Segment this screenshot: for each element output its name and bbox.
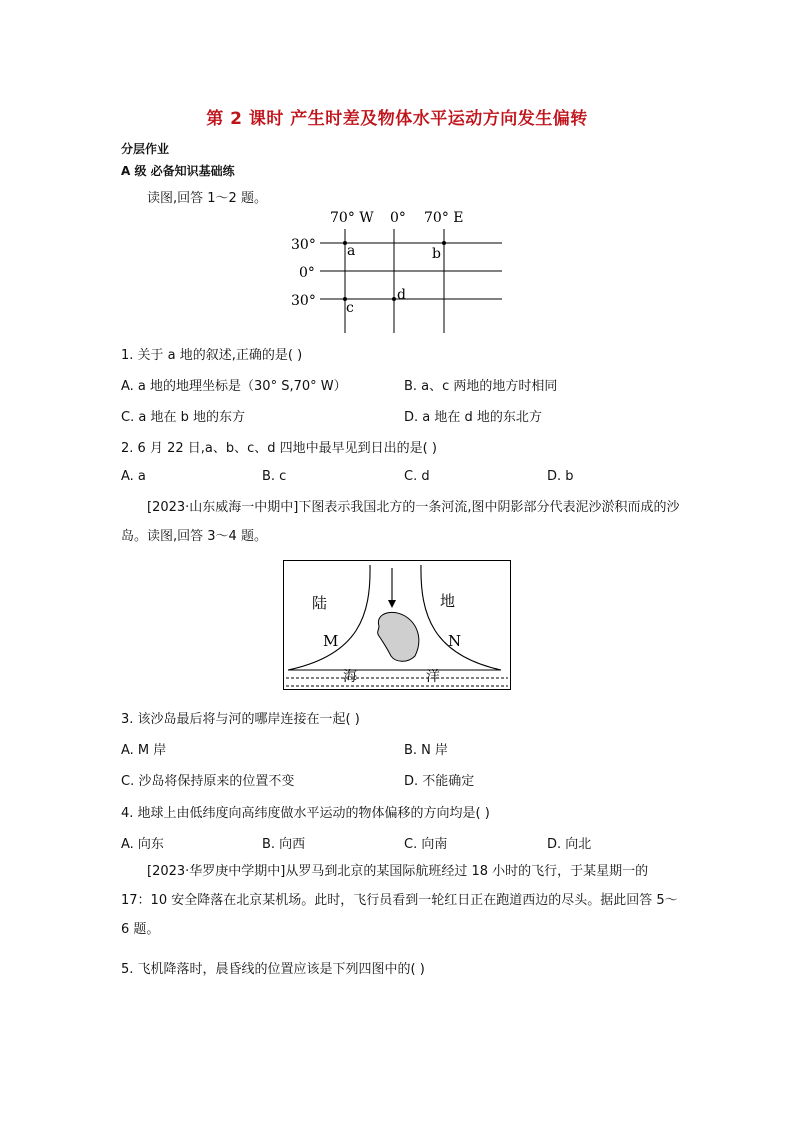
q5-stem: 5. 飞机降落时，晨昏线的位置应该是下列四图中的( ) bbox=[121, 962, 425, 977]
q3-stem: 3. 该沙岛最后将与河的哪岸连接在一起( ) bbox=[121, 712, 360, 727]
page-title: 第 2 课时 产生时差及物体水平运动方向发生偏转 bbox=[206, 109, 588, 129]
q1-option-d: D. a 地在 d 地的东北方 bbox=[404, 410, 542, 425]
q1-option-c: C. a 地在 b 地的东方 bbox=[121, 410, 245, 425]
section-label: 分层作业 bbox=[121, 142, 170, 156]
q2-stem: 2. 6 月 22 日,a、b、c、d 四地中最早见到日出的是( ) bbox=[121, 441, 437, 456]
q4-option-a: A. 向东 bbox=[121, 837, 164, 852]
label-sea-left: 海 bbox=[343, 669, 357, 685]
intro-2 bbox=[121, 493, 681, 551]
q1-stem: 1. 关于 a 地的叙述,正确的是( ) bbox=[121, 348, 303, 363]
label-sea-right: 洋 bbox=[426, 669, 440, 685]
river-figure bbox=[283, 560, 511, 690]
q2-option-b: B. c bbox=[262, 469, 287, 484]
q2-option-a: A. a bbox=[121, 469, 146, 484]
intro-3 bbox=[121, 857, 681, 944]
intro-2-text: [2023·山东威海一中期中]下图表示我国北方的一条河流,图中阴影部分代表泥沙淤积而成的沙岛。读图,回答 3～4 题。 bbox=[121, 500, 680, 544]
q4-stem: 4. 地球上由低纬度向高纬度做水平运动的物体偏移的方向均是( ) bbox=[121, 806, 490, 821]
intro-3-text: [2023·华罗庚中学期中]从罗马到北京的某国际航班经过 18 小时的飞行，于某星期一的 17：10 安全降落在北京某机场。此时，飞行员看到一轮红日正在跑道西边的尽头。据此回答 5～6 题。 bbox=[121, 864, 678, 937]
lon-label-0: 0° bbox=[390, 210, 406, 226]
label-bank-m: M bbox=[323, 632, 339, 650]
lon-label-70e: 70° E bbox=[424, 210, 464, 226]
point-b-label: b bbox=[432, 246, 441, 262]
lon-label-70w: 70° W bbox=[330, 210, 374, 226]
level-label: A 级 必备知识基础练 bbox=[121, 164, 235, 178]
label-land-right: 地 bbox=[440, 592, 456, 610]
q4-option-c: C. 向南 bbox=[404, 837, 448, 852]
q3-option-d: D. 不能确定 bbox=[404, 774, 475, 789]
point-c-label: c bbox=[346, 300, 354, 316]
q1-option-a: A. a 地的地理坐标是（30° S,70° W） bbox=[121, 379, 347, 394]
intro-1: 读图,回答 1～2 题。 bbox=[147, 191, 267, 206]
q2-option-c: C. d bbox=[404, 469, 430, 484]
lat-label-30n: 30° bbox=[291, 237, 316, 253]
point-a-label: a bbox=[347, 243, 356, 259]
label-bank-n: N bbox=[448, 632, 462, 650]
q1-option-b: B. a、c 两地的地方时相同 bbox=[404, 379, 558, 394]
label-land-left: 陆 bbox=[312, 594, 328, 612]
q4-option-d: D. 向北 bbox=[547, 837, 592, 852]
lat-long-figure bbox=[280, 205, 510, 338]
point-d-dot bbox=[392, 297, 396, 301]
point-b-dot bbox=[442, 241, 446, 245]
q4-option-b: B. 向西 bbox=[262, 837, 306, 852]
lat-label-0: 0° bbox=[299, 265, 315, 281]
q3-option-c: C. 沙岛将保持原来的位置不变 bbox=[121, 774, 295, 789]
q3-option-a: A. M 岸 bbox=[121, 743, 167, 758]
q3-option-b: B. N 岸 bbox=[404, 743, 449, 758]
point-d-label: d bbox=[397, 287, 406, 303]
lat-label-30s: 30° bbox=[291, 293, 316, 309]
q2-option-d: D. b bbox=[547, 469, 574, 484]
